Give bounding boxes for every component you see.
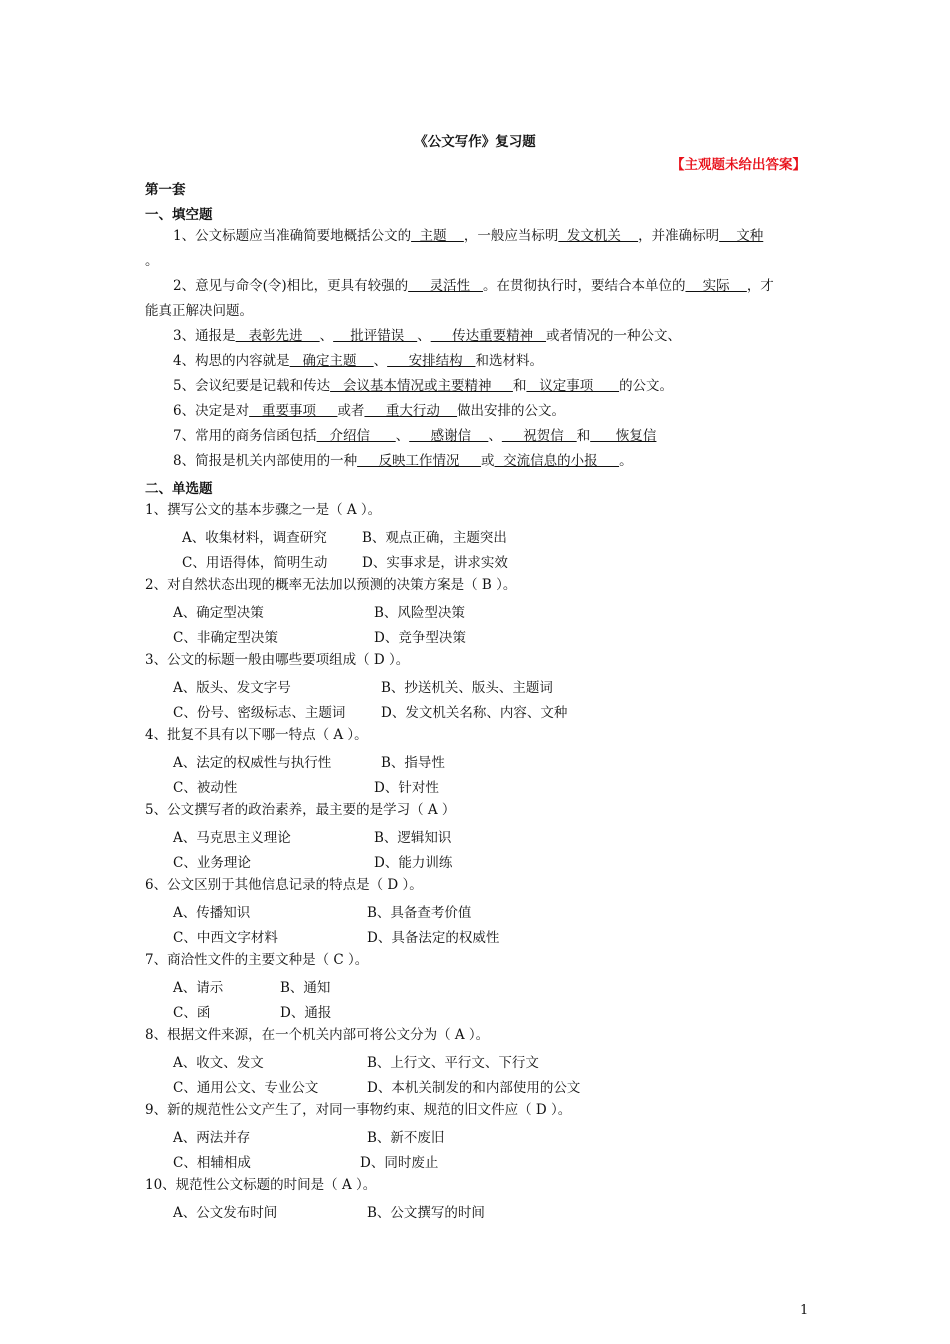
choice-option-a: A、法定的权威性与执行性 (173, 755, 332, 771)
choice-option-b: B、逻辑知识 (374, 830, 452, 846)
fill-question-1: 1、公文标题应当准确简要地概括公文的 主题 ，一般应当标明 发文机关 ，并准确标明 文种 (173, 228, 764, 244)
document-title: 《公文写作》复习题 (414, 134, 536, 150)
answer-blank: 发文机关 (558, 228, 639, 244)
choice-option-c: C、相辅相成 (173, 1155, 251, 1171)
answer-blank: 议定事项 (526, 378, 620, 394)
choice-option-d: D、具备法定的权威性 (367, 930, 500, 946)
choice-option-b: B、新不废旧 (367, 1130, 445, 1146)
choice-option-a: A、确定型决策 (173, 605, 264, 621)
answer-blank: 表彰先进 (235, 328, 320, 344)
choice-question-9: 9、新的规范性公文产生了，对同一事物约束、规范的旧文件应（ D ）。 (145, 1102, 572, 1118)
set-heading: 第一套 (145, 182, 186, 198)
answer-blank: 祝贺信 (501, 428, 577, 444)
choice-question-6: 6、公文区别于其他信息记录的特点是（ D ）。 (145, 877, 423, 893)
choice-option-d: D、通报 (280, 1005, 332, 1021)
choice-option-d: D、能力训练 (374, 855, 453, 871)
answer-blank: 反映工作情况 (357, 453, 482, 469)
choice-option-c: C、通用公文、专业公文 (173, 1080, 319, 1096)
choice-option-d: D、竞争型决策 (374, 630, 466, 646)
choice-option-c: C、函 (173, 1005, 211, 1021)
choice-option-b: B、指导性 (381, 755, 445, 771)
choice-option-a: A、收文、发文 (173, 1055, 264, 1071)
answer-blank: 传达重要精神 (430, 328, 547, 344)
choice-option-b: B、公文撰写的时间 (367, 1205, 485, 1221)
choice-option-c: C、份号、密级标志、主题词 (173, 705, 346, 721)
choice-question-5: 5、公文撰写者的政治素养，最主要的是学习（ A ） (145, 802, 456, 818)
answer-blank: 灵活性 (408, 278, 483, 294)
choice-option-d: D、发文机关名称、内容、文种 (381, 705, 568, 721)
fill-question-2: 2、意见与命令(令)相比，更具有较强的 灵活性 。在贯彻执行时，要结合本单位的 实际 ，才 (173, 278, 774, 294)
choice-option-a: A、传播知识 (173, 905, 251, 921)
choice-option-b: B、抄送机关、版头、主题词 (381, 680, 553, 696)
answer-blank: 安排结构 (387, 353, 476, 369)
fill-question-1-cont: 。 (145, 253, 159, 269)
choice-option-c: C、中西文字材料 (173, 930, 278, 946)
fill-question-6: 6、决定是对 重要事项 或者 重大行动 做出安排的公文。 (173, 403, 566, 419)
answer-note: 【主观题未给出答案】 (671, 157, 806, 173)
answer-blank: 文种 (719, 228, 764, 244)
page-number: 1 (800, 1303, 809, 1318)
choice-option-a: A、请示 (173, 980, 224, 996)
choice-question-10: 10、规范性公文标题的时间是（ A ）。 (145, 1177, 377, 1193)
choice-option-b: B、观点正确，主题突出 (362, 530, 507, 546)
answer-blank: 感谢信 (409, 428, 489, 444)
fill-question-5: 5、会议纪要是记载和传达 会议基本情况或主要精神 和 议定事项 的公文。 (173, 378, 674, 394)
choice-question-3: 3、公文的标题一般由哪些要项组成（ D ）。 (145, 652, 410, 668)
choice-option-b: B、通知 (280, 980, 331, 996)
choice-option-b: B、具备查考价值 (367, 905, 472, 921)
answer-blank: 重大行动 (364, 403, 458, 419)
choice-question-2: 2、对自然状态出现的概率无法加以预测的决策方案是（ B ）。 (145, 577, 517, 593)
choice-option-a: A、公文发布时间 (173, 1205, 278, 1221)
answer-blank: 会议基本情况或主要精神 (330, 378, 513, 394)
choice-option-a: A、两法并存 (173, 1130, 251, 1146)
fill-question-4: 4、构思的内容就是 确定主题 、 安排结构 和选材料。 (173, 353, 543, 369)
answer-blank: 批评错误 (333, 328, 418, 344)
answer-blank: 恢复信 (590, 428, 657, 444)
choice-option-d: D、针对性 (374, 780, 439, 796)
choice-option-d: D、实事求是，讲求实效 (362, 555, 508, 571)
answer-blank: 重要事项 (249, 403, 338, 419)
fill-question-3: 3、通报是 表彰先进 、 批评错误 、 传达重要精神 或者情况的一种公文、 (173, 328, 682, 344)
choice-option-c: C、用语得体，简明生动 (182, 555, 328, 571)
choice-option-a: A、版头、发文字号 (173, 680, 291, 696)
choice-question-7: 7、商洽性文件的主要文种是（ C ）。 (145, 952, 369, 968)
fill-section-heading: 一、填空题 (145, 207, 213, 223)
choice-question-4: 4、批复不具有以下哪一特点（ A ）。 (145, 727, 368, 743)
fill-question-7: 7、常用的商务信函包括 介绍信 、 感谢信 、 祝贺信 和 恢复信 (173, 428, 657, 444)
choice-question-1: 1、撰写公文的基本步骤之一是（ A ）。 (145, 502, 382, 518)
answer-blank: 主题 (411, 228, 464, 244)
choice-option-a: A、收集材料，调查研究 (182, 530, 327, 546)
choice-option-d: D、本机关制发的和内部使用的公文 (367, 1080, 581, 1096)
answer-blank: 实际 (685, 278, 747, 294)
choice-option-b: B、风险型决策 (374, 605, 465, 621)
answer-blank: 介绍信 (316, 428, 396, 444)
answer-blank: 确定主题 (289, 353, 374, 369)
choice-section-heading: 二、单选题 (145, 481, 213, 497)
fill-question-8: 8、简报是机关内部使用的一种 反映工作情况 或 交流信息的小报 。 (173, 453, 633, 469)
choice-option-d: D、同时废止 (360, 1155, 439, 1171)
answer-blank: 交流信息的小报 (494, 453, 620, 469)
choice-option-b: B、上行文、平行文、下行文 (367, 1055, 539, 1071)
choice-option-a: A、马克思主义理论 (173, 830, 291, 846)
choice-option-c: C、被动性 (173, 780, 238, 796)
choice-option-c: C、业务理论 (173, 855, 251, 871)
choice-question-8: 8、根据文件来源，在一个机关内部可将公文分为（ A ）。 (145, 1027, 490, 1043)
fill-question-2-cont: 能真正解决问题。 (145, 303, 253, 319)
choice-option-c: C、非确定型决策 (173, 630, 278, 646)
